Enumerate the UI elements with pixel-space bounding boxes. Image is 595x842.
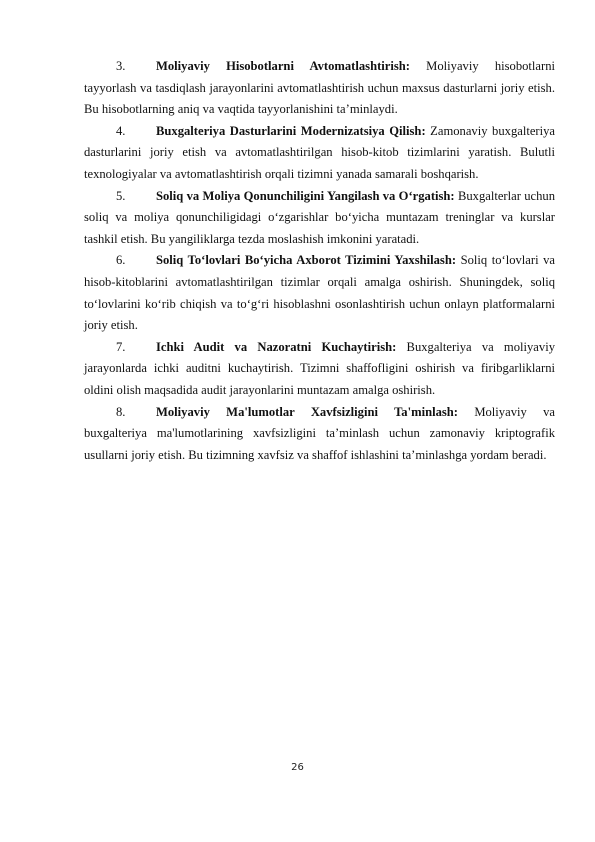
list-item-number: 3.: [116, 59, 126, 73]
document-body: [84, 56, 555, 466]
list-item-text: Buxgalteriya va moliyaviy jarayonlarda ichki auditni kuchaytirish. Tizimni shaffofligini oshirish va firibgarliklarni oldini olish maqsadida audit jarayonlarini muntazam amalga oshirish.: [84, 339, 555, 397]
list-item: [84, 337, 555, 402]
list-item: [84, 250, 555, 336]
list-item-number: 8.: [116, 404, 126, 419]
list-item: [84, 402, 555, 467]
list-item-heading: Moliyaviy Hisobotlarni Avtomatlashtirish:: [156, 59, 410, 73]
list-item-text: Moliyaviy va buxgalteriya ma'lumotlarining xavfsizligini ta’minlash uchun zamonaviy kriptografik usullarni joriy etish. Bu tizimning xavfsiz va shaffof ishlashini ta’minlashga yordam beradi.: [84, 404, 555, 462]
list-item-number: 6.: [116, 253, 126, 268]
list-item-heading: Soliq To‘lovlari Bo‘yicha Axborot Tizimini Yaxshilash:: [156, 253, 457, 268]
list-item-number: 7.: [116, 339, 126, 354]
list-item: [84, 56, 555, 121]
page-number: 26: [291, 762, 304, 773]
list-item-text: Soliq to‘lovlari va hisob-kitoblarini avtomatlashtirilgan tizimlar orqali amalga oshirish. Shuningdek, soliq to‘lovlarini ko‘rib chiqish va to‘g‘ri hisoblashni osonlashtirish uchun onlayn platformalarni joriy etish.: [84, 253, 555, 333]
list-item-text: Moliyaviy hisobotlarni tayyorlash va tasdiqlash jarayonlarini avtomatlashtirish uchun maxsus dasturlarni joriy etish. Bu hisobotlarning aniq va vaqtida tayyorlanishini ta’minlaydi.: [84, 59, 555, 117]
list-item-text: Buxgalterlar uchun soliq va moliya qonunchiligidagi o‘zgarishlar bo‘yicha muntazam treninglar va kurslar tashkil etish. Bu yangiliklarga tezda moslashish imkonini yaratadi.: [84, 188, 555, 246]
list-item-heading: Moliyaviy Ma'lumotlar Xavfsizligini Ta'minlash:: [156, 404, 458, 419]
list-item: [84, 186, 555, 251]
list-item-heading: Buxgalteriya Dasturlarini Modernizatsiya Qilish:: [156, 123, 426, 138]
list-item-heading: Ichki Audit va Nazoratni Kuchaytirish:: [156, 339, 397, 354]
list-item-text: Zamonaviy buxgalteriya dasturlarini joriy etish va avtomatlashtirilgan hisob-kitob tizimlarini yaratish. Bulutli texnologiyalar va avtomatlashtirish orqali tizimni yanada samarali boshqarish.: [84, 123, 555, 181]
list-item-number: 4.: [116, 123, 126, 138]
list-item-heading: Soliq va Moliya Qonunchiligini Yangilash va O‘rgatish:: [156, 188, 455, 203]
list-item: [84, 121, 555, 186]
list-item-number: 5.: [116, 188, 126, 203]
